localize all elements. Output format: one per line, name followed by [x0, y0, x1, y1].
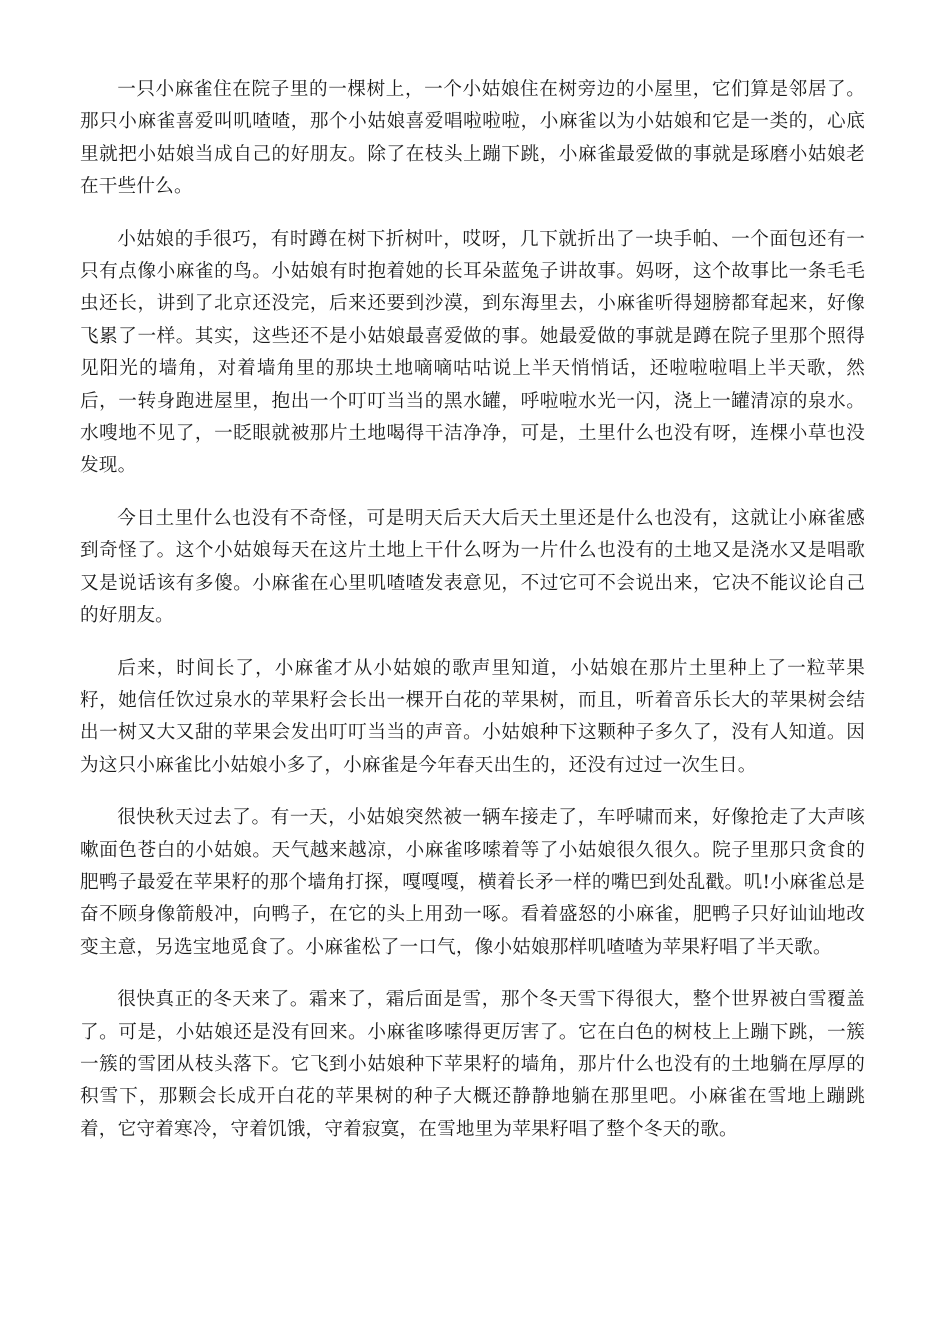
paragraph-2: 小姑娘的手很巧，有时蹲在树下折树叶，哎呀，几下就折出了一块手帕、一个面包还有一只有点像小麻雀的鸟。小姑娘有时抱着她的长耳朵蓝兔子讲故事。妈呀，这个故事比一条毛毛虫还长，讲到了北京还没完，后来还要到沙漠，到东海里去，小麻雀听得翅膀都耷起来，好像飞累了一样。其实，这些还不是小姑娘最喜爱做的事。她最爱做的事就是蹲在院子里那个照得见阳光的墙角，对着墙角里的那块土地嘀嘀咕咕说上半天悄悄话，还啦啦啦唱上半天歌，然后，一转身跑进屋里，抱出一个叮叮当当的黑水罐，呼啦啦水光一闪，浇上一罐清凉的泉水。水嗖地不见了，一眨眼就被那片土地喝得干洁净净，可是，土里什么也没有呀，连棵小草也没发现。 — [80, 228, 865, 477]
paragraph-3: 今日土里什么也没有不奇怪，可是明天后天大后天土里还是什么也没有，这就让小麻雀感到奇怪了。这个小姑娘每天在这片土地上干什么呀为一片什么也没有的土地又是浇水又是唱歌又是说话该有多傻。小麻雀在心里叽喳喳发表意见，不过它可不会说出来，它决不能议论自己的好朋友。 — [80, 507, 865, 627]
paragraph-5: 很快秋天过去了。有一天，小姑娘突然被一辆车接走了，车呼啸而来，好像抢走了大声咳嗽面色苍白的小姑娘。天气越来越凉，小麻雀哆嗦着等了小姑娘很久很久。院子里那只贪食的肥鸭子最爱在苹果籽的那个墙角打探，嘎嘎嘎，横着长矛一样的嘴巴到处乱戳。叽!小麻雀总是奋不顾身像箭般冲，向鸭子，在它的头上用劲一啄。看着盛怒的小麻雀，肥鸭子只好讪讪地改变主意，另选宝地觅食了。小麻雀松了一口气，像小姑娘那样叽喳喳为苹果籽唱了半天歌。 — [80, 807, 865, 958]
paragraph-1: 一只小麻雀住在院子里的一棵树上，一个小姑娘住在树旁边的小屋里，它们算是邻居了。那只小麻雀喜爱叫叽喳喳，那个小姑娘喜爱唱啦啦啦，小麻雀以为小姑娘和它是一类的，心底里就把小姑娘当成自己的好朋友。除了在枝头上蹦下跳，小麻雀最爱做的事就是琢磨小姑娘老在干些什么。 — [80, 79, 865, 198]
document-page — [80, 74, 865, 1166]
paragraph-6: 很快真正的冬天来了。霜来了，霜后面是雪，那个冬天雪下得很大，整个世界被白雪覆盖了。可是，小姑娘还是没有回来。小麻雀哆嗦得更厉害了。它在白色的树枝上上蹦下跳，一簇一簇的雪团从枝头落下。它飞到小姑娘种下苹果籽的墙角，那片什么也没有的土地躺在厚厚的积雪下，那颗会长成开白花的苹果树的种子大概还静静地躺在那里吧。小麻雀在雪地上蹦跳着，它守着寒冷，守着饥饿，守着寂寞，在雪地里为苹果籽唱了整个冬天的歌。 — [80, 989, 865, 1140]
paragraph-4: 后来，时间长了，小麻雀才从小姑娘的歌声里知道，小姑娘在那片土里种上了一粒苹果籽，她信任饮过泉水的苹果籽会长出一棵开白花的苹果树，而且，听着音乐长大的苹果树会结出一树又大又甜的苹果会发出叮叮当当的声音。小姑娘种下这颗种子多久了，没有人知道。因为这只小麻雀比小姑娘小多了，小麻雀是今年春天出生的，还没有过过一次生日。 — [80, 657, 865, 776]
